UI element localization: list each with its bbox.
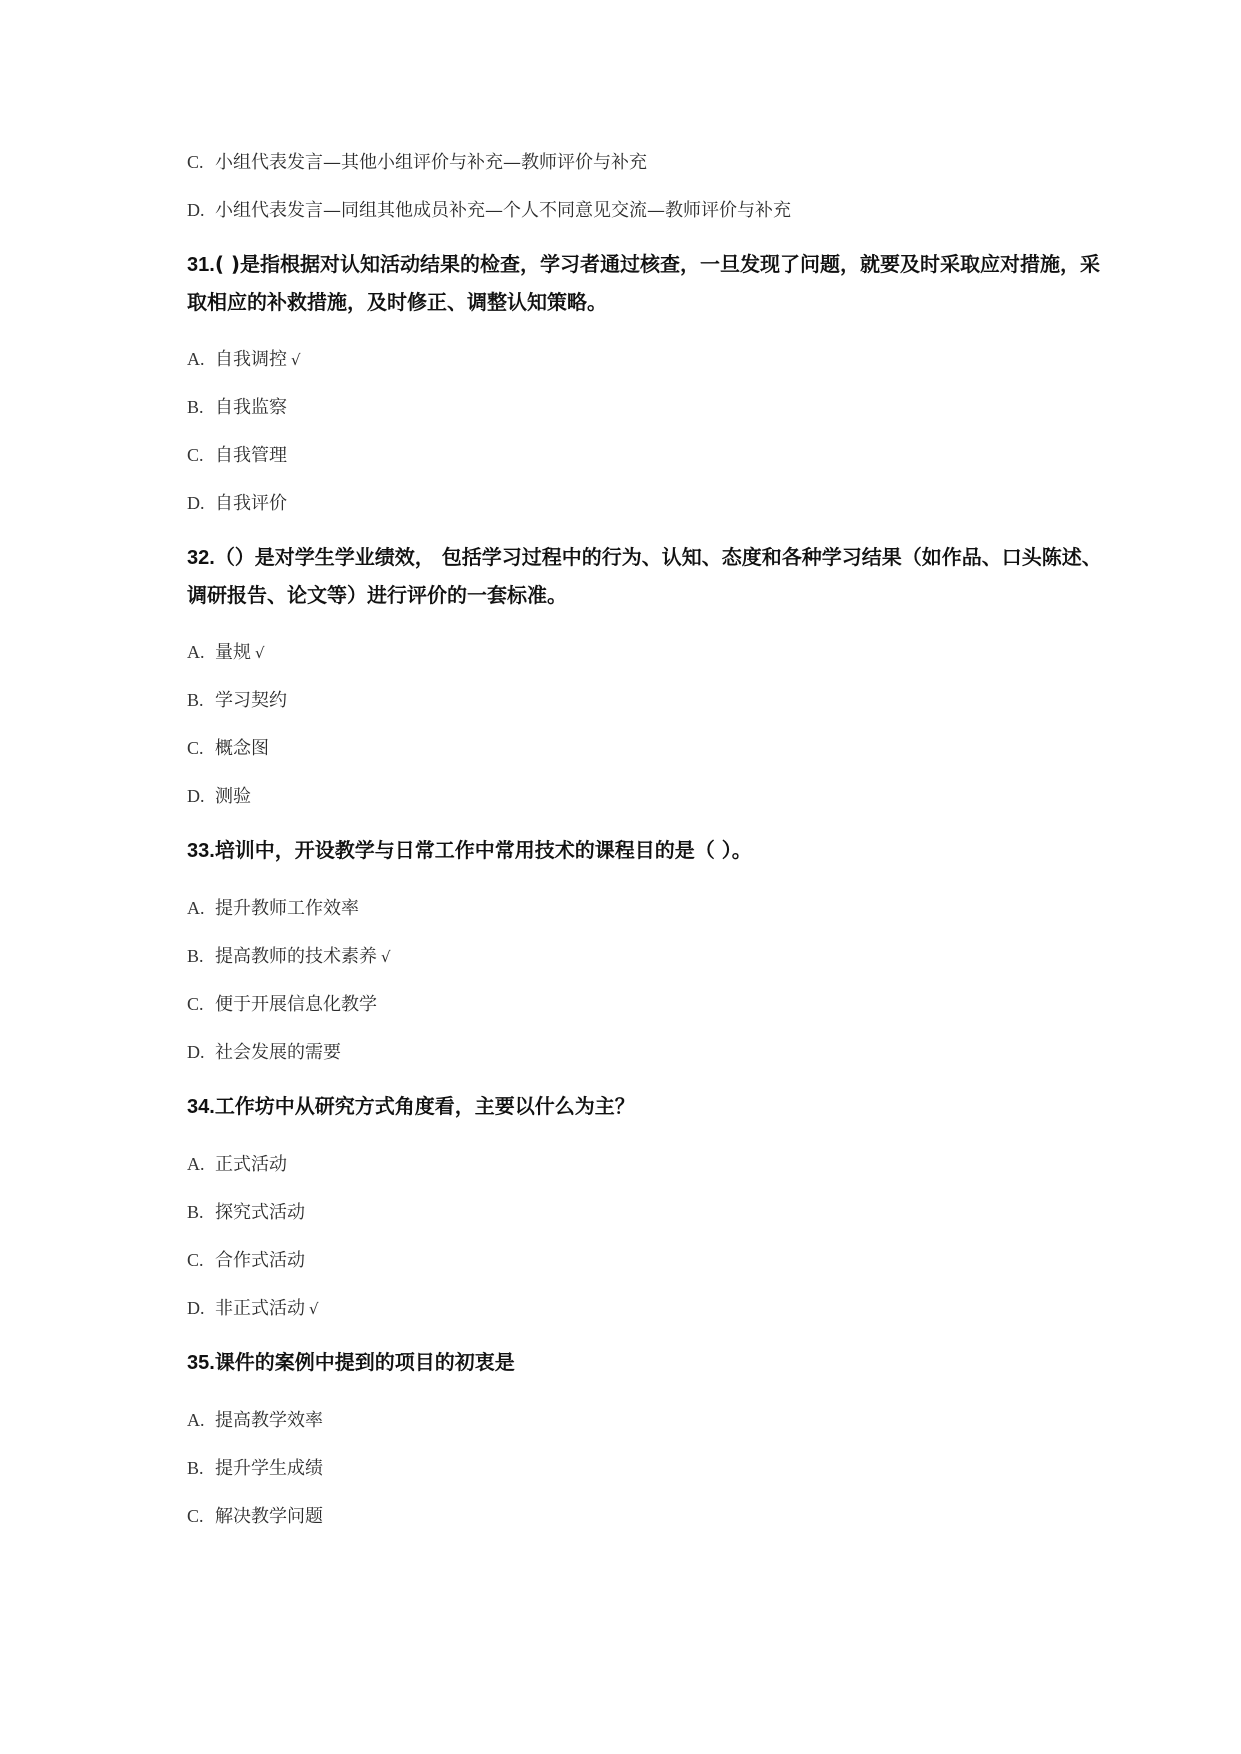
question-block bbox=[187, 832, 1117, 1064]
option-text: 自我调控 bbox=[215, 349, 287, 370]
carry-over-options bbox=[187, 150, 1117, 222]
option-text: 小组代表发言—其他小组评价与补充—教师评价与补充 bbox=[215, 152, 647, 173]
option-letter: A. bbox=[187, 898, 205, 918]
option-text: 提高教师的技术素养 bbox=[215, 946, 377, 967]
document-page bbox=[187, 150, 1117, 1552]
question-body: 培训中，开设教学与日常工作中常用技术的课程目的是（ ）。 bbox=[214, 838, 752, 862]
option-item bbox=[187, 1408, 1117, 1432]
option-item bbox=[187, 1152, 1117, 1176]
option-letter: B. bbox=[187, 1202, 204, 1222]
option-item bbox=[187, 1504, 1117, 1528]
option-letter: B. bbox=[187, 397, 204, 417]
question-body: ( )是指根据对认知活动结果的检查，学习者通过核查，一旦发现了问题，就要及时采取应对措施，采取相应的补救措施，及时修正、调整认知策略。 bbox=[187, 252, 1101, 314]
option-letter: D. bbox=[187, 493, 205, 513]
option-item bbox=[187, 944, 1117, 968]
option-text: 提升教师工作效率 bbox=[215, 898, 359, 919]
option-text: 非正式活动 bbox=[215, 1298, 305, 1319]
option-text: 社会发展的需要 bbox=[215, 1042, 341, 1063]
option-letter: D. bbox=[187, 1042, 205, 1062]
option-text: 概念图 bbox=[215, 738, 269, 759]
question-text bbox=[187, 832, 1117, 870]
option-item bbox=[187, 443, 1117, 467]
option-item bbox=[187, 150, 1117, 174]
option-item bbox=[187, 491, 1117, 515]
option-item bbox=[187, 198, 1117, 222]
option-text: 测验 bbox=[215, 786, 251, 807]
option-text: 量规 bbox=[215, 642, 251, 663]
option-item bbox=[187, 896, 1117, 920]
option-item bbox=[187, 1248, 1117, 1272]
option-letter: C. bbox=[187, 1506, 204, 1526]
question-body: （）是对学生学业绩效， 包括学习过程中的行为、认知、态度和各种学习结果（如作品、口头陈述、调研报告、论文等）进行评价的一套标准。 bbox=[187, 545, 1102, 607]
option-letter: A. bbox=[187, 349, 205, 369]
question-number: 35. bbox=[187, 1352, 215, 1374]
question-block bbox=[187, 539, 1117, 808]
option-item bbox=[187, 1296, 1117, 1320]
option-text: 便于开展信息化教学 bbox=[215, 994, 377, 1015]
option-letter: B. bbox=[187, 946, 204, 966]
question-number: 34. bbox=[187, 1096, 215, 1118]
option-text: 提高教学效率 bbox=[215, 1410, 323, 1431]
check-mark-icon: √ bbox=[381, 948, 391, 966]
option-text: 学习契约 bbox=[215, 690, 287, 711]
question-block bbox=[187, 1088, 1117, 1320]
question-block bbox=[187, 246, 1117, 515]
option-text: 自我评价 bbox=[215, 493, 287, 514]
check-mark-icon: √ bbox=[309, 1300, 319, 1318]
option-letter: A. bbox=[187, 642, 205, 662]
option-letter: D. bbox=[187, 200, 205, 220]
option-letter: B. bbox=[187, 690, 204, 710]
check-mark-icon: √ bbox=[291, 351, 301, 369]
option-letter: C. bbox=[187, 994, 204, 1014]
option-item bbox=[187, 640, 1117, 664]
question-number: 31. bbox=[187, 254, 215, 276]
option-letter: C. bbox=[187, 738, 204, 758]
question-block bbox=[187, 1344, 1117, 1528]
option-text: 解决教学问题 bbox=[215, 1506, 323, 1527]
question-body: 课件的案例中提到的项目的初衷是 bbox=[214, 1350, 515, 1374]
option-letter: D. bbox=[187, 1298, 205, 1318]
option-item bbox=[187, 395, 1117, 419]
question-text bbox=[187, 539, 1117, 614]
check-mark-icon: √ bbox=[255, 644, 265, 662]
option-letter: C. bbox=[187, 445, 204, 465]
option-item bbox=[187, 1200, 1117, 1224]
option-item bbox=[187, 992, 1117, 1016]
question-text bbox=[187, 246, 1117, 321]
option-text: 探究式活动 bbox=[215, 1202, 305, 1223]
option-letter: C. bbox=[187, 152, 204, 172]
option-text: 提升学生成绩 bbox=[215, 1458, 323, 1479]
option-letter: A. bbox=[187, 1410, 205, 1430]
option-letter: D. bbox=[187, 786, 205, 806]
option-item bbox=[187, 736, 1117, 760]
question-number: 33. bbox=[187, 840, 215, 862]
option-item bbox=[187, 1040, 1117, 1064]
option-item bbox=[187, 1456, 1117, 1480]
option-text: 自我监察 bbox=[215, 397, 287, 418]
option-text: 正式活动 bbox=[215, 1154, 287, 1175]
option-item bbox=[187, 347, 1117, 371]
option-text: 合作式活动 bbox=[215, 1250, 305, 1271]
option-item bbox=[187, 688, 1117, 712]
question-body: 工作坊中从研究方式角度看，主要以什么为主？ bbox=[214, 1094, 635, 1118]
option-letter: A. bbox=[187, 1154, 205, 1174]
option-text: 小组代表发言—同组其他成员补充—个人不同意见交流—教师评价与补充 bbox=[215, 200, 791, 221]
option-letter: B. bbox=[187, 1458, 204, 1478]
question-number: 32. bbox=[187, 547, 215, 569]
option-letter: C. bbox=[187, 1250, 204, 1270]
option-text: 自我管理 bbox=[215, 445, 287, 466]
question-text bbox=[187, 1088, 1117, 1126]
question-text bbox=[187, 1344, 1117, 1382]
option-item bbox=[187, 784, 1117, 808]
